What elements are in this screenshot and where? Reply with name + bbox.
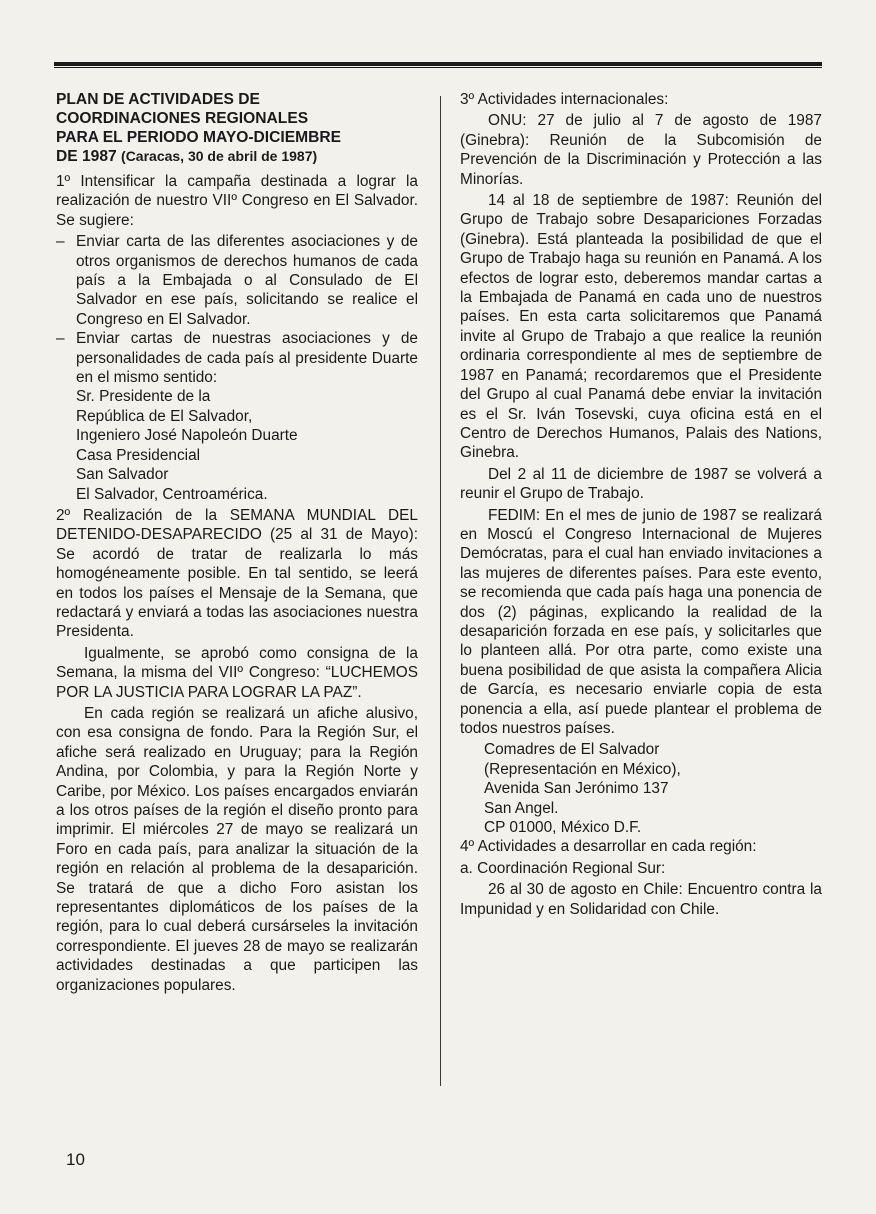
column-divider: [440, 96, 441, 1086]
section-2-paragraph: En cada región se realizará un afiche alusivo, con esa consigna de fondo. Para la Región Sur, el afiche será realizado en Uruguay; para la Región Andina, por Colombia, y para la Región Norte y Caribe, por México. Los países encargados enviarán a los otros países de la región el diseño pronto para imprimir. El miércoles 27 de mayo se realizará un Foro en cada país, para analizar la situación de la región en relación al problema de la desaparición. Se tratará de que a dicho Foro asistan los representantes diplomáticos de los países de la región, para lo cual deberá cursárseles la invitación correspondiente. El jueves 28 de mayo se realizarán actividades destinadas a que participen las organizaciones populares.: [56, 704, 418, 994]
section-2-intro: 2º Realización de la SEMANA MUNDIAL DEL DETENIDO-DESAPARECIDO (25 al 31 de Mayo): Se acordó de tratar de realizarla lo más homogéneamente posible. En tal sentido, se leerá en todos los países el Mensaje de la Semana, que redactará y enviará a todas las asociaciones nuestra Presidenta.: [56, 506, 418, 641]
title-line: COORDINACIONES REGIONALES: [56, 110, 309, 127]
title-last: DE 1987: [56, 148, 117, 165]
address-line: Ingeniero José Napoleón Duarte: [76, 427, 298, 445]
list-item: [56, 232, 418, 329]
right-column: [460, 90, 822, 921]
section-3-paragraph: ONU: 27 de julio al 7 de agosto de 1987 (Ginebra): Reunión de la Subcomisión de Prevención de la Discriminación y Protección a las Minorías.: [460, 112, 822, 188]
dash-bullet: –: [56, 330, 65, 348]
address-block: [56, 387, 418, 503]
top-rule: [54, 62, 822, 66]
list-item-text: Enviar cartas de nuestras asociaciones y de personalidades de cada país al presidente Duarte en el mismo sentido:: [76, 330, 418, 387]
section-4-subheading: a. Coordinación Regional Sur:: [460, 859, 666, 877]
section-4-paragraph: 26 al 30 de agosto en Chile: Encuentro contra la Impunidad y en Solidaridad con Chile.: [460, 881, 822, 918]
top-rule-thin: [54, 67, 822, 68]
section-1-intro: 1º Intensificar la campaña destinada a lograr la realización de nuestro VIIº Congreso en El Salvador. Se sugiere:: [56, 173, 418, 229]
section-3-paragraph: Del 2 al 11 de diciembre de 1987 se volverá a reunir el Grupo de Trabajo.: [460, 465, 822, 503]
address-line: San Angel.: [484, 799, 559, 817]
page-number: 10: [66, 1150, 85, 1169]
address-line: (Representación en México),: [484, 760, 681, 778]
list-item-text: Enviar carta de las diferentes asociaciones y de otros organismos de derechos humanos de cada país a la Embajada o al Consulado de El Salvador en ese país, solicitando se realice el Congreso en El Salvador.: [76, 233, 418, 328]
address-line: República de El Salvador,: [76, 407, 253, 425]
dash-bullet: –: [56, 233, 65, 251]
address-line: Sr. Presidente de la: [76, 388, 211, 406]
section-4-heading: 4º Actividades a desarrollar en cada región:: [460, 838, 757, 856]
address-line: El Salvador, Centroamérica.: [76, 485, 268, 503]
left-column: [56, 90, 418, 997]
address-block: [460, 740, 822, 837]
title-line: [56, 147, 418, 166]
title-subtitle: (Caracas, 30 de abril de 1987): [121, 148, 318, 164]
address-line: Casa Presidencial: [76, 446, 201, 464]
section-3-heading: 3º Actividades internacionales:: [460, 91, 669, 108]
section-3-paragraph: 14 al 18 de septiembre de 1987: Reunión del Grupo de Trabajo sobre Desapariciones Forzadas (Ginebra). Está planteada la posibilidad de que el Grupo de Trabajo haga su reunión en Panamá. A los efectos de lograr esto, deberemos mandar cartas a la Embajada de Panamá en cada uno de nuestros países. En esta carta solicitaremos que Panamá invite al Grupo de Trabajo a que realice la reunión ordinaria correspondiente al mes de septiembre de 1987 en Panamá; recordaremos que el Presidente del Grupo al cual Panamá debe enviar la invitación es el Sr. Iván Tosevski, cuya oficina está en el Centro de Derechos Humanos, Palais des Nations, Ginebra.: [460, 192, 822, 462]
list-item: [56, 329, 418, 387]
address-line: Comadres de El Salvador: [484, 741, 660, 759]
address-line: CP 01000, México D.F.: [484, 819, 642, 837]
address-line: San Salvador: [76, 466, 169, 484]
address-line: Avenida San Jerónimo 137: [484, 780, 669, 798]
section-2-paragraph: Igualmente, se aprobó como consigna de la Semana, la misma del VIIº Congreso: “LUCHEMOS POR LA JUSTICIA PARA LOGRAR LA PAZ”.: [56, 644, 418, 701]
document-title: [56, 90, 418, 166]
section-3-paragraph: FEDIM: En el mes de junio de 1987 se realizará en Moscú el Congreso Internacional de Mujeres Demócratas, para el cual han enviado invitaciones a las mujeres de diferentes países. Para este evento, se recomienda que cada país haga una ponencia de dos (2) páginas, explicando la realidad de la desaparición forzada en ese país, y solicitarles que lo planteen allá. Por otra parte, como existe una buena posibilidad de que asista la compañera Alicia de García, es necesario enviarle copia de esta ponencia a ella, así puede plantear el problema de todos nuestros países.: [460, 506, 822, 737]
title-line: PARA EL PERIODO MAYO-DICIEMBRE: [56, 129, 342, 146]
title-line: PLAN DE ACTIVIDADES DE: [56, 91, 260, 108]
